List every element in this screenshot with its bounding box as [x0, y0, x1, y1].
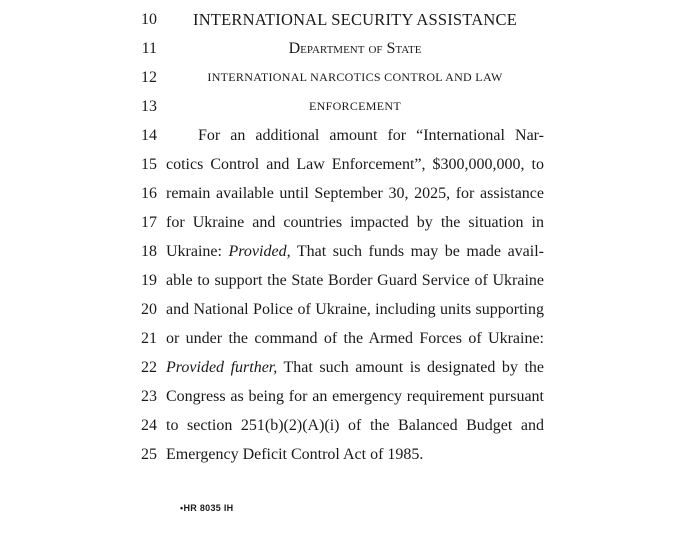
- line-number: 10: [141, 11, 157, 28]
- line-text: or under the command of the Armed Forces of Ukraine:: [166, 330, 544, 347]
- bill-line: [0, 266, 680, 295]
- title-heading: INTERNATIONAL SECURITY ASSISTANCE: [193, 10, 517, 29]
- bill-line: [0, 353, 680, 382]
- bill-line: [0, 121, 680, 150]
- bill-line: [0, 295, 680, 324]
- line-text: for Ukraine and countries impacted by the situation in: [166, 214, 544, 231]
- bill-line: [0, 63, 680, 92]
- line-text: cotics Control and Law Enforcement”, $300,000,000, to: [166, 156, 544, 173]
- bill-line: [0, 208, 680, 237]
- proviso-italic: Provided further,: [166, 359, 278, 376]
- line-number: 12: [141, 69, 157, 86]
- account-heading: ENFORCEMENT: [309, 99, 401, 113]
- bill-line: [0, 237, 680, 266]
- line-number: 18: [141, 243, 157, 260]
- line-number: 17: [141, 214, 157, 231]
- bill-line: [0, 179, 680, 208]
- bill-footer-id: •HR 8035 IH: [180, 503, 234, 513]
- line-number: 19: [141, 272, 157, 289]
- line-number: 14: [141, 127, 157, 144]
- line-text: [166, 353, 544, 382]
- line-number: 21: [141, 330, 157, 347]
- proviso-italic: Provided,: [228, 243, 291, 260]
- line-text: able to support the State Border Guard Service of Ukraine: [166, 272, 544, 289]
- bill-line: [0, 324, 680, 353]
- line-text: [166, 237, 544, 266]
- line-number: 24: [141, 417, 157, 434]
- line-number: 16: [141, 185, 157, 202]
- line-text: remain available until September 30, 2025, for assistance: [166, 185, 544, 202]
- line-number: 13: [141, 98, 157, 115]
- line-text: For an additional amount for “International Nar-: [198, 127, 544, 144]
- line-text: Congress as being for an emergency requirement pursuant: [166, 388, 544, 405]
- line-text: Emergency Deficit Control Act of 1985.: [166, 446, 424, 463]
- line-text-rest: That such amount is designated by the: [277, 359, 544, 376]
- department-heading: Department of State: [288, 40, 422, 57]
- bill-line: [0, 411, 680, 440]
- bill-line: [0, 34, 680, 63]
- line-text-lead: Ukraine:: [166, 243, 229, 260]
- bill-line: [0, 92, 680, 121]
- account-heading: INTERNATIONAL NARCOTICS CONTROL AND LAW: [207, 70, 503, 84]
- line-text: and National Police of Ukraine, including units supporting: [166, 301, 544, 318]
- line-number: 25: [141, 446, 157, 463]
- bill-line: [0, 5, 680, 34]
- line-number: 20: [141, 301, 157, 318]
- bill-line: [0, 440, 680, 469]
- line-text: to section 251(b)(2)(A)(i) of the Balanced Budget and: [166, 417, 544, 434]
- line-text-rest: That such funds may be made avail-: [290, 243, 544, 260]
- line-number: 15: [141, 156, 157, 173]
- line-number: 11: [141, 40, 157, 57]
- bill-line: [0, 382, 680, 411]
- bill-line: [0, 150, 680, 179]
- line-number: 22: [141, 359, 157, 376]
- line-number: 23: [141, 388, 157, 405]
